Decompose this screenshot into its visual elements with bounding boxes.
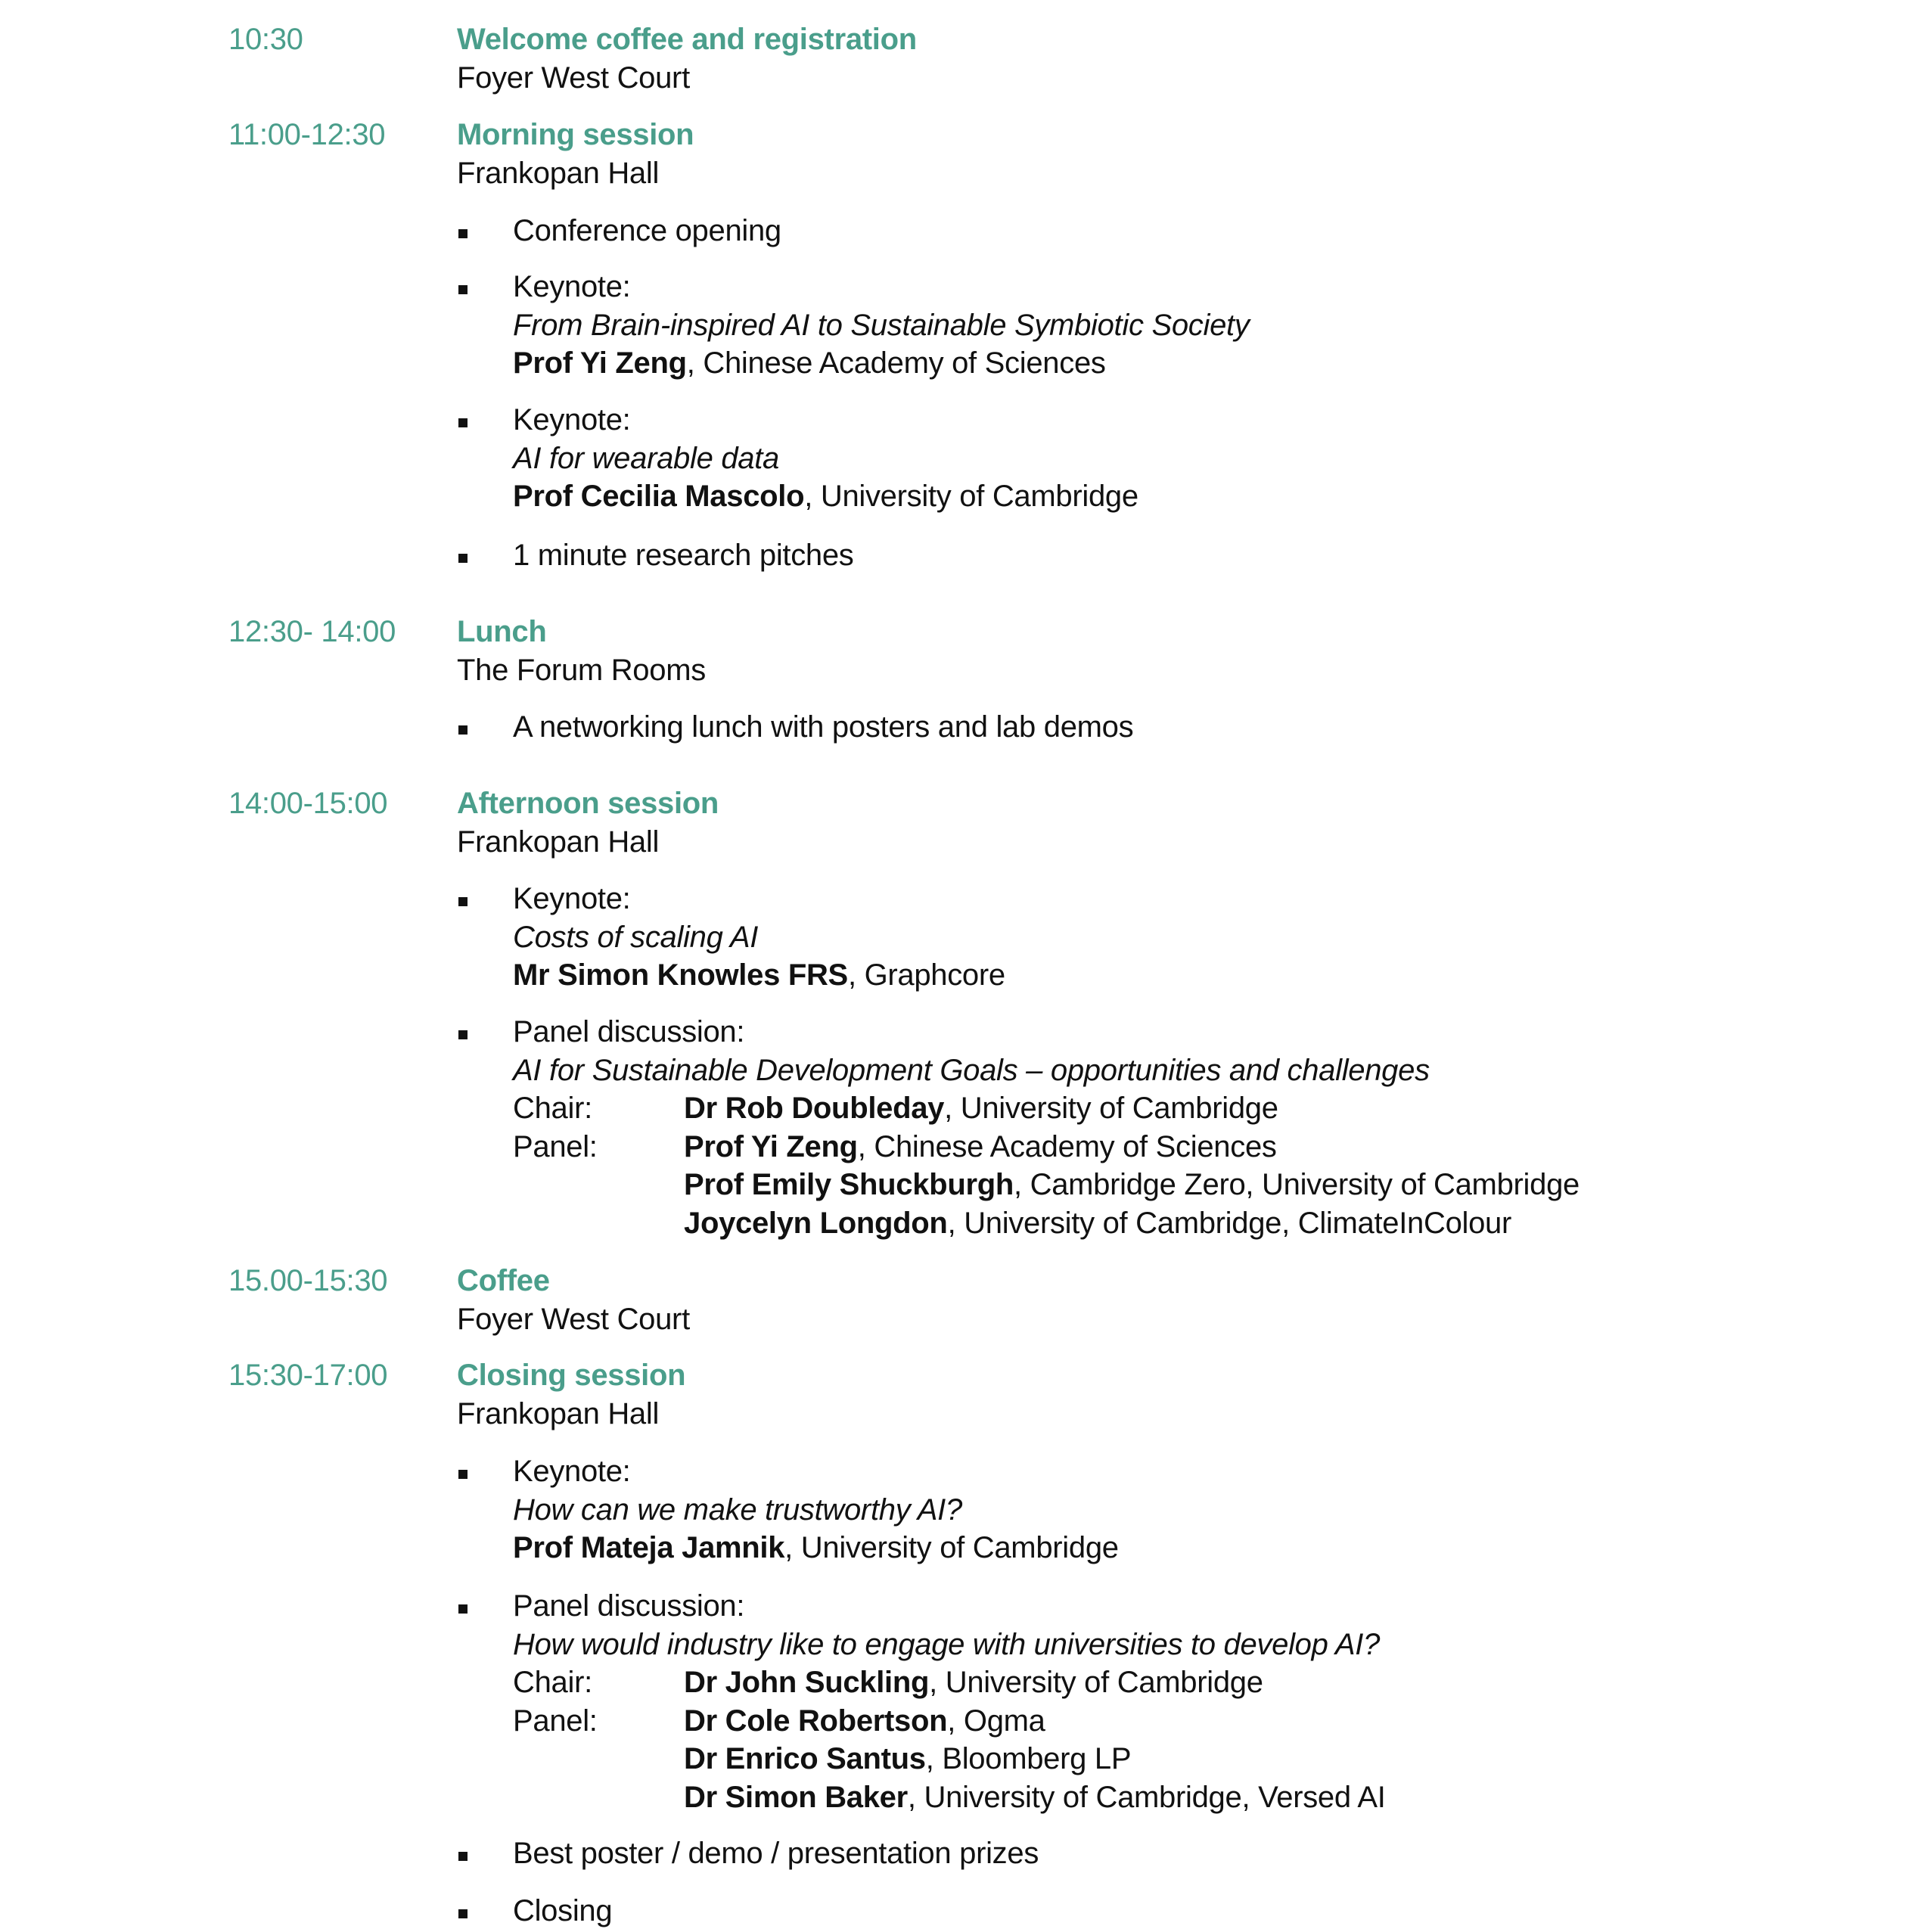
session-location: Frankopan Hall <box>457 825 660 859</box>
speaker-line <box>513 957 1005 993</box>
session-title: Afternoon session <box>457 787 719 820</box>
item-type: Keynote: <box>513 403 631 436</box>
person-name: Prof Cecilia Mascolo <box>513 480 805 513</box>
session-time: 15:30-17:00 <box>228 1359 388 1392</box>
speaker-line <box>513 1530 1119 1566</box>
item-type: Keynote: <box>513 882 631 915</box>
chair-label: Chair: <box>513 1092 592 1125</box>
person-name: Dr Enrico Santus <box>684 1742 926 1775</box>
session-location: Foyer West Court <box>457 1302 690 1336</box>
item-type: Conference opening <box>513 214 781 247</box>
session-time: 15.00-15:30 <box>228 1264 388 1297</box>
item-type: Panel discussion: <box>513 1589 745 1623</box>
person-affiliation: , University of Cambridge, Versed AI <box>907 1780 1386 1814</box>
person-affiliation: , Cambridge Zero, University of Cambridge <box>1014 1168 1580 1201</box>
bullet-icon <box>458 1852 467 1861</box>
talk-title: AI for Sustainable Development Goals – opportunities and challenges <box>513 1053 1430 1087</box>
bullet-icon <box>458 1909 467 1918</box>
person-name: Dr John Suckling <box>684 1666 930 1699</box>
person-name: Dr Simon Baker <box>684 1780 908 1814</box>
item-type: 1 minute research pitches <box>513 539 854 572</box>
person-affiliation: , University of Cambridge <box>929 1666 1263 1699</box>
item-type: Keynote: <box>513 1455 631 1488</box>
person-affiliation: , Graphcore <box>847 958 1005 992</box>
person-affiliation: , University of Cambridge <box>944 1092 1278 1125</box>
bullet-icon <box>458 897 467 906</box>
talk-title: AI for wearable data <box>513 441 779 475</box>
talk-title: How can we make trustworthy AI? <box>513 1492 962 1527</box>
session-title: Closing session <box>457 1359 686 1392</box>
person-affiliation: , Chinese Academy of Sciences <box>857 1129 1277 1163</box>
panelist-line <box>684 1703 1045 1739</box>
person-name: Prof Emily Shuckburgh <box>684 1168 1014 1201</box>
item-type: Keynote: <box>513 270 631 303</box>
talk-title: How would industry like to engage with universities to develop AI? <box>513 1627 1381 1661</box>
session-location: Frankopan Hall <box>457 1396 660 1430</box>
person-name: Dr Cole Robertson <box>684 1704 948 1738</box>
bullet-icon <box>458 1030 467 1039</box>
person-name: Dr Rob Doubleday <box>684 1092 945 1125</box>
bullet-icon <box>458 1604 467 1614</box>
item-type: Closing <box>513 1894 613 1927</box>
panel-label: Panel: <box>513 1129 598 1163</box>
session-title: Lunch <box>457 615 547 648</box>
bullet-icon <box>458 554 467 563</box>
person-name: Mr Simon Knowles FRS <box>513 958 848 992</box>
session-time: 12:30- 14:00 <box>228 615 396 648</box>
person-affiliation: , University of Cambridge, ClimateInColour <box>947 1206 1512 1240</box>
panelist-line <box>684 1166 1580 1203</box>
speaker-line <box>513 478 1138 514</box>
session-location: Foyer West Court <box>457 61 690 95</box>
talk-title: From Brain-inspired AI to Sustainable Symbiotic Society <box>513 308 1250 342</box>
person-name: Joycelyn Longdon <box>684 1206 948 1240</box>
item-type: Best poster / demo / presentation prizes <box>513 1837 1039 1870</box>
person-affiliation: , Chinese Academy of Sciences <box>686 346 1106 380</box>
panelist-line <box>684 1779 1386 1816</box>
bullet-icon <box>458 418 467 427</box>
chair-label: Chair: <box>513 1666 592 1699</box>
person-affiliation: , Ogma <box>947 1704 1045 1738</box>
panelist-line <box>684 1205 1511 1241</box>
bullet-icon <box>458 725 467 735</box>
session-location: The Forum Rooms <box>457 653 706 687</box>
person-name: Prof Mateja Jamnik <box>513 1531 785 1564</box>
session-time: 11:00-12:30 <box>228 118 386 151</box>
person-affiliation: , University of Cambridge <box>804 480 1138 513</box>
session-time: 14:00-15:00 <box>228 787 388 820</box>
panelist-line <box>684 1741 1131 1777</box>
person-name: Prof Yi Zeng <box>684 1129 858 1163</box>
panelist-line <box>684 1129 1277 1165</box>
item-type: Panel discussion: <box>513 1015 745 1048</box>
item-type: A networking lunch with posters and lab demos <box>513 710 1134 744</box>
session-title: Coffee <box>457 1264 550 1297</box>
talk-title: Costs of scaling AI <box>513 920 759 954</box>
bullet-icon <box>458 1470 467 1479</box>
person-affiliation: , University of Cambridge <box>784 1531 1119 1564</box>
session-title: Welcome coffee and registration <box>457 23 917 56</box>
person-affiliation: , Bloomberg LP <box>925 1742 1132 1775</box>
chair-line <box>684 1664 1263 1701</box>
session-time: 10:30 <box>228 23 303 56</box>
session-title: Morning session <box>457 118 694 151</box>
speaker-line <box>513 345 1106 381</box>
bullet-icon <box>458 229 467 238</box>
panel-label: Panel: <box>513 1704 598 1738</box>
chair-line <box>684 1090 1278 1126</box>
session-location: Frankopan Hall <box>457 156 660 190</box>
bullet-icon <box>458 285 467 294</box>
person-name: Prof Yi Zeng <box>513 346 687 380</box>
